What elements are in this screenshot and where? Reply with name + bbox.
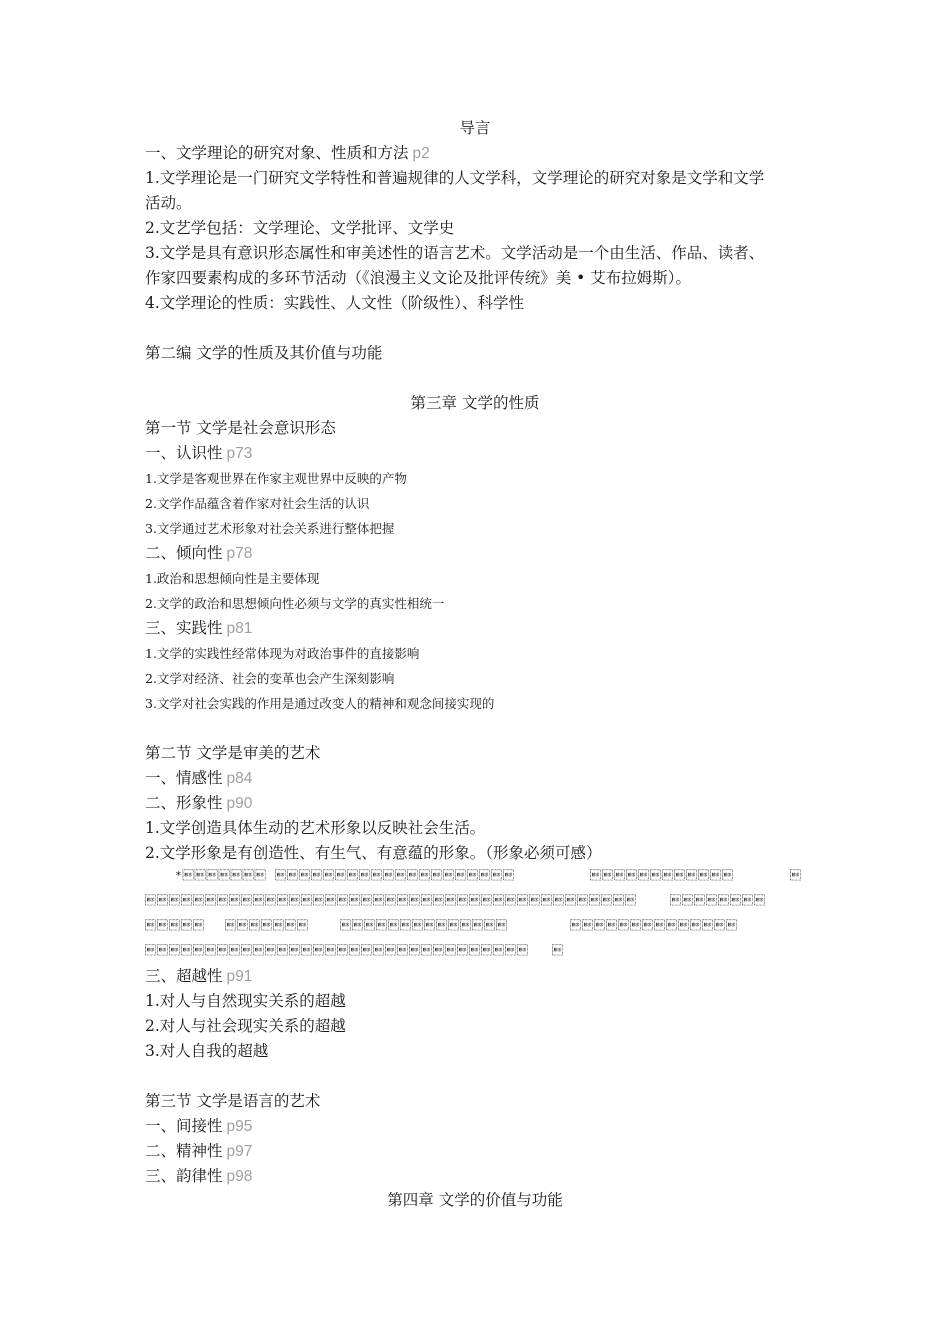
list-item: 2.文学的政治和思想倾向性必须与文学的真实性相统一 xyxy=(145,596,445,611)
garbled-text:  xyxy=(275,869,515,882)
item-heading xyxy=(145,1116,815,1137)
item-label: 三、实践性 xyxy=(145,619,223,637)
item-heading xyxy=(145,1141,815,1162)
garbled-text:  xyxy=(552,944,564,957)
intro-paragraph-1: 1.文学理论是一门研究文学特性和普遍规律的人文学科，文学理论的研究对象是文学和文学 xyxy=(145,169,765,187)
page-ref: p78 xyxy=(226,545,253,562)
list-item: 3.文学通过艺术形象对社会关系进行整体把握 xyxy=(145,521,395,536)
item-label: 二、形象性 xyxy=(145,794,223,812)
list-item: 2.文学形象是有创造性、有生气、有意蕴的形象。（形象必须可感） xyxy=(145,844,602,862)
list-item: 2.文学作品蕴含着作家对社会生活的认识 xyxy=(145,496,370,511)
item-heading xyxy=(145,1166,815,1187)
page-ref: p81 xyxy=(226,620,253,637)
list-item: 1.对人与自然现实关系的超越 xyxy=(145,992,346,1010)
intro-heading xyxy=(145,143,815,164)
item-heading xyxy=(145,443,815,464)
item-heading xyxy=(145,793,815,814)
garbled-text: * xyxy=(175,869,267,882)
list-item: 3.文学对社会实践的作用是通过改变人的精神和观念间接实现的 xyxy=(145,696,495,711)
page-ref: p84 xyxy=(226,770,253,787)
list-item: 1.文学是客观世界在作家主观世界中反映的产物 xyxy=(145,471,407,486)
part-title: 第二编 文学的性质及其价值与功能 xyxy=(145,344,383,362)
heading-text: 一、文学理论的研究对象、性质和方法 xyxy=(145,144,409,162)
garbled-text:  xyxy=(670,894,766,907)
garbled-text:  xyxy=(145,944,529,957)
item-label: 二、精神性 xyxy=(145,1142,223,1160)
item-label: 三、韵律性 xyxy=(145,1167,223,1185)
garbled-text:  xyxy=(570,919,738,932)
intro-paragraph-2: 2.文艺学包括：文学理论、文学批评、文学史 xyxy=(145,219,455,237)
item-label: 一、间接性 xyxy=(145,1117,223,1135)
intro-paragraph-1-cont: 活动。 xyxy=(145,194,192,212)
intro-paragraph-3: 3.文学是具有意识形态属性和审美述性的语言艺术。文学活动是一个由生活、作品、读者、 xyxy=(145,244,765,262)
page-ref: p98 xyxy=(226,1168,253,1185)
item-label: 三、超越性 xyxy=(145,967,223,985)
list-item: 1.文学创造具体生动的艺术形象以反映社会生活。 xyxy=(145,819,486,837)
garbled-text:  xyxy=(225,919,309,932)
garbled-text:  xyxy=(145,894,637,907)
garbled-text:  xyxy=(340,919,508,932)
item-label: 二、倾向性 xyxy=(145,544,223,562)
intro-title: 导言 xyxy=(459,119,491,137)
chapter-4-title: 第四章 文学的价值与功能 xyxy=(387,1191,563,1209)
page-ref: p91 xyxy=(226,968,253,985)
section-3-title: 第三节 文学是语言的艺术 xyxy=(145,1092,321,1110)
list-item: 3.对人自我的超越 xyxy=(145,1042,269,1060)
item-label: 一、认识性 xyxy=(145,444,223,462)
list-item: 1.文学的实践性经常体现为对政治事件的直接影响 xyxy=(145,646,420,661)
item-heading xyxy=(145,768,815,789)
list-item: 1.政治和思想倾向性是主要体现 xyxy=(145,571,320,586)
section-1-title: 第一节 文学是社会意识形态 xyxy=(145,419,336,437)
garbled-text:  xyxy=(590,869,734,882)
item-heading xyxy=(145,543,815,564)
page-ref: p95 xyxy=(226,1118,253,1135)
section-2-title: 第二节 文学是审美的艺术 xyxy=(145,744,321,762)
item-heading xyxy=(145,966,815,987)
intro-paragraph-4: 4.文学理论的性质：实践性、人文性（阶级性）、科学性 xyxy=(145,294,525,312)
list-item: 2.对人与社会现实关系的超越 xyxy=(145,1017,346,1035)
chapter-3-title: 第三章 文学的性质 xyxy=(410,394,540,412)
page-ref: p2 xyxy=(412,145,430,162)
page-ref: p73 xyxy=(226,445,253,462)
garbled-text:  xyxy=(145,919,205,932)
item-heading xyxy=(145,618,815,639)
item-label: 一、情感性 xyxy=(145,769,223,787)
list-item: 2.文学对经济、社会的变革也会产生深刻影响 xyxy=(145,671,395,686)
garbled-text:  xyxy=(790,869,802,882)
page-ref: p90 xyxy=(226,795,253,812)
intro-paragraph-3-cont: 作家四要素构成的多环节活动（《浪漫主义文论及批评传统》美 • 艾布拉姆斯）。 xyxy=(145,269,691,287)
page-ref: p97 xyxy=(226,1143,253,1160)
